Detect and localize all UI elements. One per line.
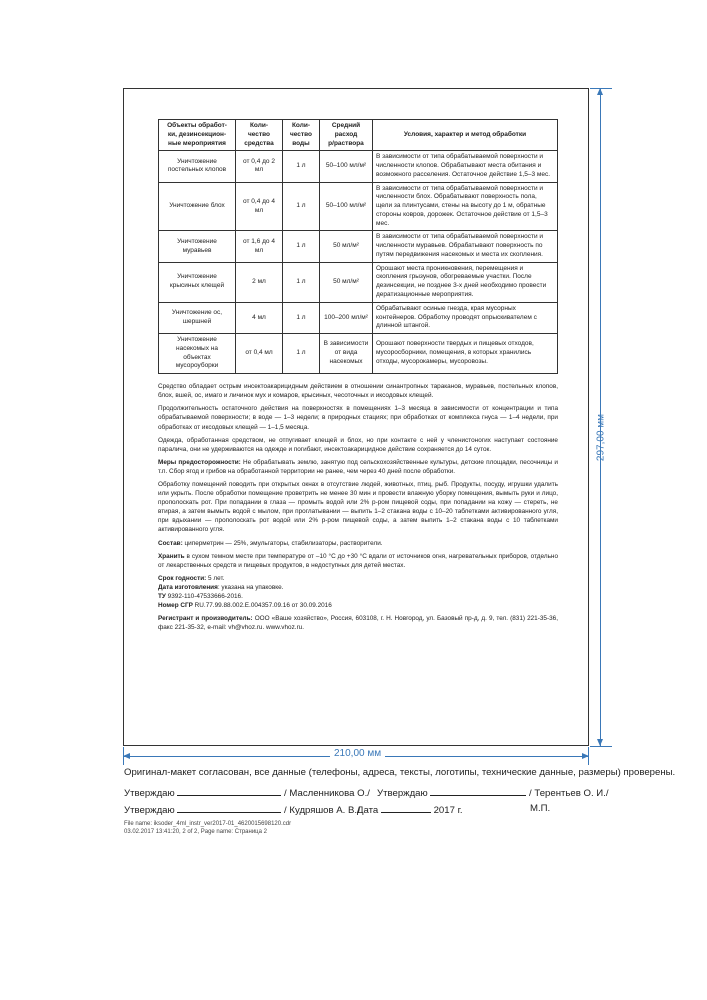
paragraph-duration: Продолжительность остаточного действия на поверхностях в помещениях 1–3 месяца в зависимости от концентрации и типа обрабатываемой поверхности; в воде — 1–3 недели; в природных стациях; при обработках от комплекса гнуса — 1–4 недели, при обработках от иксодовых клещей — 1–1,5 месяца. [158,405,558,431]
cell-object: Уничтожение насекомых на объектах мусороуборки [159,334,236,374]
cell-method: В зависимости от типа обрабатываемой поверхности и численности блох. Обрабатывают поверхность пола, щели за плинтусами, стены на высоту до 1 м, обратные стороны ковров, дорожек. Остаточное действие от 1,5–3 мес. [373,182,558,231]
cell-water-amount: 1 л [283,334,320,374]
approval-statement: Оригинал-макет согласован, все данные (телефоны, адреса, тексты, логотипы, технические данные, размеры) проверены. [124,767,676,778]
table-row [159,262,558,302]
cell-method: Орошают поверхности твердых и пищевых отходов, мусоросборники, помещения, в которых хранились отходы, мусорокамеры, мусоровозы. [373,334,558,374]
manufacture-date-text: : указана на упаковке. [217,583,284,591]
treatment-table [158,119,558,374]
header-avg-rate: Средний расход р/раствора [320,120,373,151]
cell-avg-rate: 50–100 мл/м² [320,182,373,231]
registrant-text: ООО «Ваше хозяйство», Россия, 603108, г. Н. Новгород, ул. Базовый пр-д, д. 9, тел. (831) 221-35-36, факс 221-35-32, e-mail: vh@vhoz.ru. www.vhoz.ru. [158,615,558,632]
cell-object: Уничтожение муравьев [159,231,236,262]
width-dimension-label: 210,00 мм [330,748,385,759]
paragraph-manufacture-date [158,583,558,592]
paragraph-sgr [158,601,558,610]
cell-agent-amount: 2 мл [236,262,283,302]
stamp-placeholder: М.П. [530,803,551,814]
cell-avg-rate: 100–200 мл/м² [320,302,373,333]
table-row [159,302,558,333]
cell-agent-amount: 4 мл [236,302,283,333]
paragraph-composition [158,539,558,548]
cell-object: Уничтожение постельных клопов [159,151,236,182]
tu-label: ТУ [158,593,166,601]
signer-name-1: / Масленникова О./ [284,788,370,799]
signature-line-2[interactable] [430,786,526,796]
storage-text: в сухом темном месте при температуре от –10 °С до +30 °С вдали от источников огня, нагревательных приборов, отдельно от лекарственных средств и пищевых продуктов, в недоступных для детей местах. [158,552,558,569]
paragraph-first-aid: Обработку помещений поводить при открытых окнах в отсутствие людей, животных, птиц, рыб. Продукты, посуду, игрушки удалить или укрыть. После обработки помещение проветрить не менее 30 мин и провести влажную уборку помещения, вымыть руки и лицо, прополоскать рот. При попадании в глаза — промыть водой или 2% р-ром пищевой соды, при попадании на кожу — стереть, не втирая, а затем вымыть водой с мылом, при проглатывании — выпить 1–2 стакана воды с 10–20 таблетками активированного угля, при вдыхании — прополоскать рот водой или 2% р-ром пищевой соды, а затем выпить 1–2 стакана воды с 10 таблетками активированного угля. [158,480,558,534]
signature-row-2 [377,786,609,799]
file-info-date: 03.02.2017 13:41:20, 2 of 2, Page name: Страница 2 [124,828,267,835]
date-label: Дата [357,805,379,816]
table-row [159,231,558,262]
cell-avg-rate: 50–100 мл/м² [320,151,373,182]
arrow-down-icon [597,739,603,746]
registrant-label: Регистрант и производитель: [158,615,253,623]
approve-label-3: Утверждаю [124,805,175,816]
paragraph-shelf-life [158,574,558,583]
precautions-label: Меры предосторожности: [158,458,241,466]
signature-line-1[interactable] [177,786,281,796]
paragraph-action: Средство обладает острым инсектоакарицидным действием в отношении синантропных тараканов, муравьев, постельных клопов, блох, вшей, ос, имаго и личинок мух и комаров, крысиных, чесоточных и иксодовых клещей. [158,383,558,400]
file-info [124,821,291,837]
manufacture-date-label: Дата изготовления [158,583,218,591]
signature-row-3 [124,803,360,816]
file-info-name: File name: iksoder_4ml_instr_ver2017-01_4620015698120.cdr [124,821,292,827]
cell-avg-rate: В зависимости от вида насекомых [320,334,373,374]
composition-text: циперметрин — 25%, эмульгаторы, стабилизаторы, растворители. [182,539,383,547]
cell-method: В зависимости от типа обрабатываемой поверхности и численности муравьев. Обрабатывают поверхность по путям передвижения насекомых и места их скопления. [373,231,558,262]
signature-line-3[interactable] [177,803,281,813]
cell-agent-amount: от 0,4 до 2 мл [236,151,283,182]
cell-object: Уничтожение ос, шершней [159,302,236,333]
height-dimension-label: 297,00 мм [595,413,607,462]
arrow-left-icon [123,753,130,759]
tu-text: 9392-110-47533666-2016. [165,593,243,601]
date-year: 2017 г. [433,805,463,816]
cell-avg-rate: 50 мл/м² [320,231,373,262]
cell-water-amount: 1 л [283,231,320,262]
table-row [159,334,558,374]
cell-avg-rate: 50 мл/м² [320,262,373,302]
shelf-life-text: 5 лет. [206,574,225,582]
header-objects: Объекты обработ- ки, дезинсекцион- ные мероприятия [159,120,236,151]
cell-agent-amount: от 0,4 мл [236,334,283,374]
signer-name-3: / Кудряшов А. В./ [284,805,360,816]
cell-water-amount: 1 л [283,151,320,182]
approve-label-2: Утверждаю [377,788,428,799]
arrow-up-icon [597,88,603,95]
cell-water-amount: 1 л [283,262,320,302]
paragraph-tu [158,592,558,601]
document-sheet [123,88,589,746]
dimension-tick-bottom [590,746,612,747]
header-agent-amount: Коли- чество средства [236,120,283,151]
paragraph-precautions [158,458,558,476]
table-row [159,182,558,231]
date-row [357,803,463,816]
sgr-text: RU.77.99.88.002.Е.004357.09.16 от 30.09.2016 [192,602,332,610]
composition-label: Состав: [158,539,183,547]
cell-method: Обрабатывают осиные гнезда, края мусорных контейнеров. Обработку проводят опрыскивателем с длинной штангой. [373,302,558,333]
cell-water-amount: 1 л [283,302,320,333]
signer-name-2: / Терентьев О. И./ [529,788,609,799]
cell-method: Орошают места проникновения, перемещения и скопления грызунов, обогреваемые участки. После дезинсекции, не позднее 3-х дней необходимо провести дератизационные мероприятия. [373,262,558,302]
cell-agent-amount: от 0,4 до 4 мл [236,182,283,231]
cell-water-amount: 1 л [283,182,320,231]
sgr-label: Номер СГР [158,602,193,610]
date-line[interactable] [381,803,431,813]
header-water-amount: Коли- чество воды [283,120,320,151]
cell-method: В зависимости от типа обрабатываемой поверхности и численности клопов. Обрабатывают места обитания и возможного расселения. Остаточное действие 1,5–3 мес. [373,151,558,182]
header-method: Условия, характер и метод обработки [373,120,558,151]
precautions-text: Не обрабатывать землю, занятую под сельскохозяйственные культуры, детские площадки, песочницы и т.п. Сбор ягод и грибов на обработанной территории не ранее, чем через 40 дней после обработки. [158,458,558,475]
storage-label: Хранить [158,552,185,560]
signature-row-1 [124,786,370,799]
cell-object: Уничтожение блох [159,182,236,231]
shelf-life-label: Срок годности: [158,574,207,582]
approve-label-1: Утверждаю [124,788,175,799]
paragraph-storage [158,552,558,570]
sheet-content [158,119,558,636]
table-row [159,151,558,182]
arrow-right-icon [582,753,589,759]
paragraph-registrant [158,614,558,632]
cell-object: Уничтожение крысиных клещей [159,262,236,302]
table-header-row [159,120,558,151]
paragraph-clothing: Одежда, обработанная средством, не отпугивает клещей и блох, но при контакте с ней у членистоногих наступает состояние паралича, они не удерживаются на одежде и погибают, инсектоакарицидное действие сохраняется до 14 суток. [158,436,558,453]
cell-agent-amount: от 1,6 до 4 мл [236,231,283,262]
